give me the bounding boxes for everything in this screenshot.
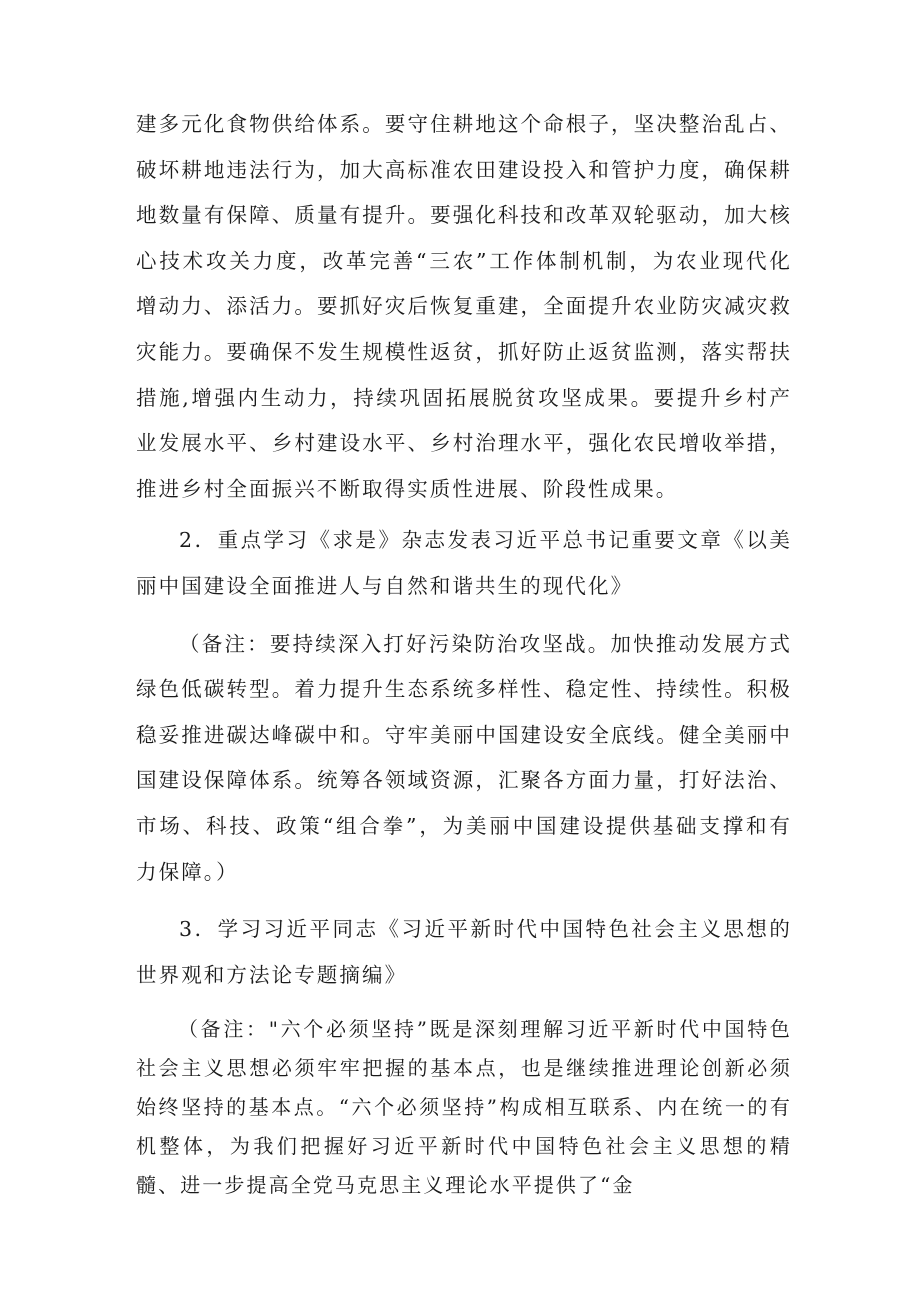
heading-item-2: 2．重点学习《求是》杂志发表习近平总书记重要文章《以美丽中国建设全面推进人与自然和谐共生的现代化》	[136, 528, 792, 598]
spacer	[136, 895, 792, 907]
note-item-2: （备注：要持续深入打好污染防治攻坚战。加快推动发展方式绿色低碳转型。着力提升生态系统多样性、稳定性、持续性。积极稳妥推进碳达峰碳中和。守牢美丽中国建设安全底线。健全美丽中国建设保障体系。统筹各领域资源，汇聚各方面力量，打好法治、市场、科技、政策“组合拳”，为美丽中国建设提供基础支撑和有力保障。）	[136, 631, 792, 884]
note-item-3: （备注："六个必须坚持”既是深刻理解习近平新时代中国特色社会主义思想必须牢牢把握的基本点，也是继续推进理论创新必须始终坚持的基本点。“六个必须坚持”构成相互联系、内在统一的有机整体，为我们把握好习近平新时代中国特色社会主义思想的精髓、进一步提高全党马克思主义理论水平提供了“金	[136, 1017, 792, 1198]
heading-item-3: 3．学习习近平同志《习近平新时代中国特色社会主义思想的世界观和方法论专题摘编》	[136, 917, 792, 987]
spacer	[136, 610, 792, 622]
spacer	[136, 998, 792, 1010]
paragraph-agriculture: 建多元化食物供给体系。要守住耕地这个命根子，坚决整治乱占、破坏耕地违法行为，加大高标准农田建设投入和管护力度，确保耕地数量有保障、质量有提升。要强化科技和改革双轮驱动，加大核心技术攻关力度，改革完善“三农”工作体制机制，为农业现代化增动力、添活力。要抓好灾后恢复重建，全面提升农业防灾减灾救灾能力。要确保不发生规模性返贫，抓好防止返贫监测，落实帮扶措施,增强内生动力，持续巩固拓展脱贫攻坚成果。要提升乡村产业发展水平、乡村建设水平、乡村治理水平，强化农民增收举措，推进乡村全面振兴不断取得实质性进展、阶段性成果。	[136, 112, 792, 501]
